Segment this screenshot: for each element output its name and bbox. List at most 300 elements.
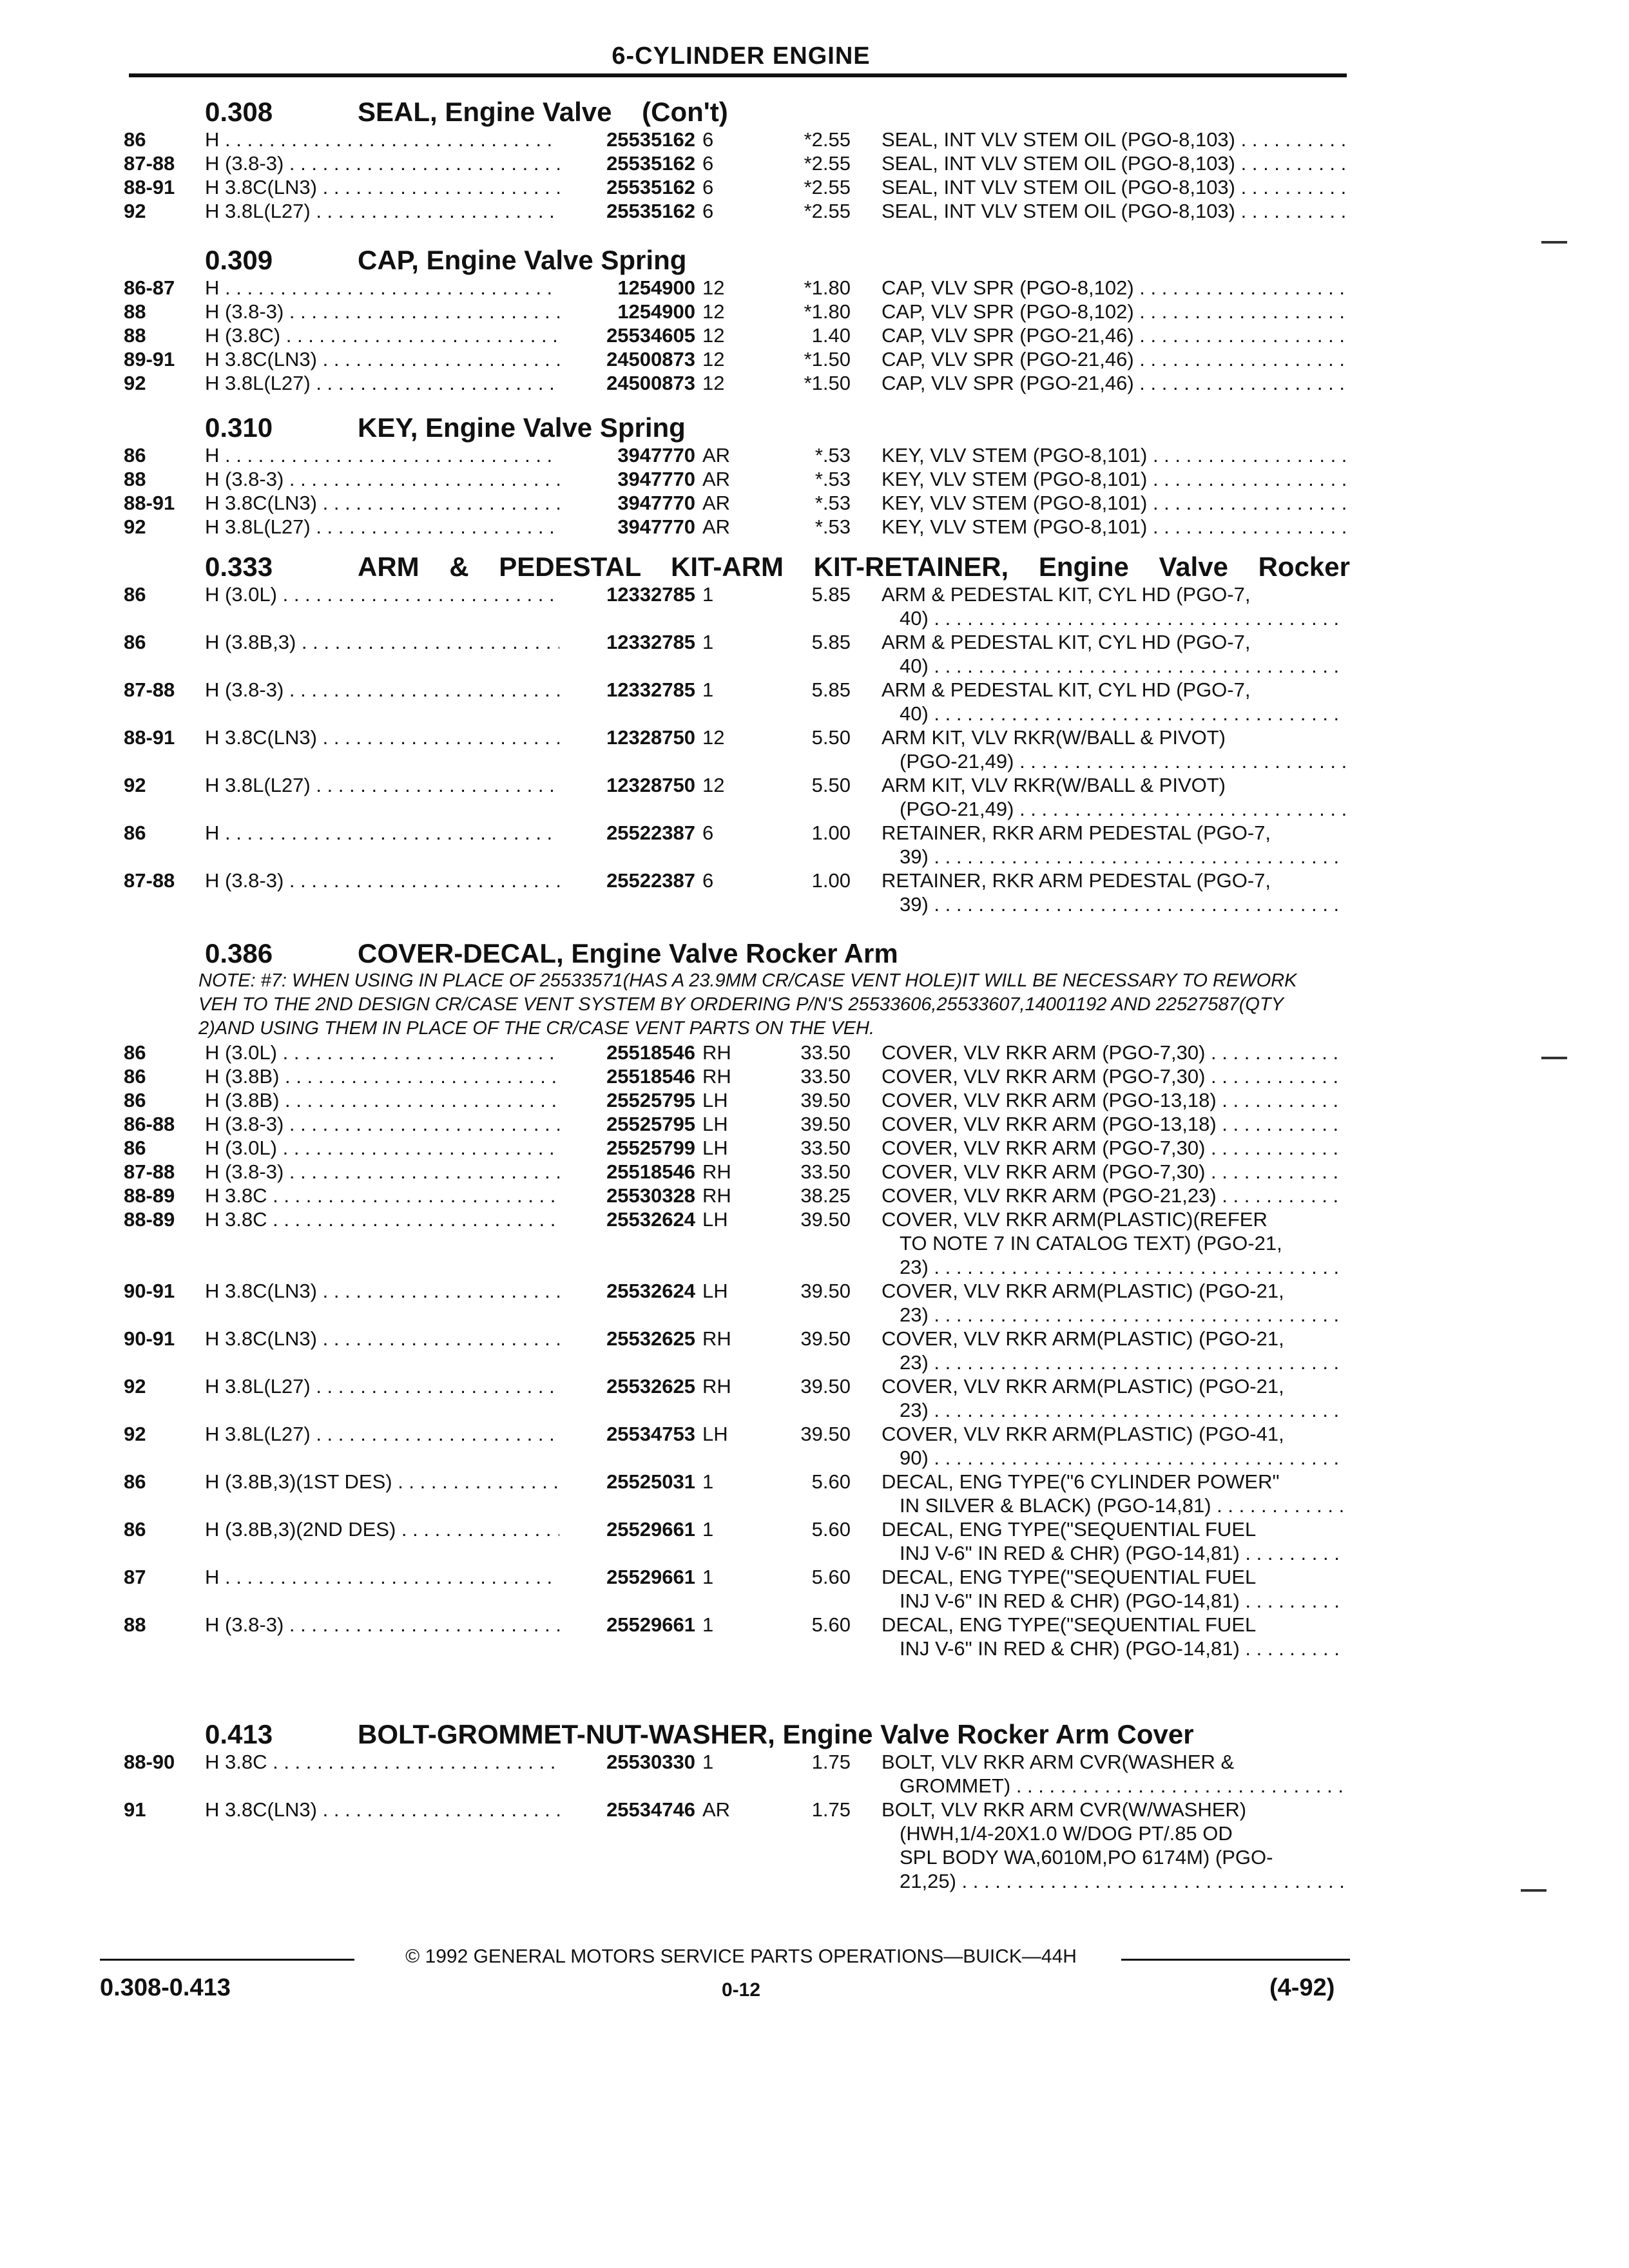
quantity: 1 xyxy=(702,631,714,653)
part-number: 25534753 xyxy=(559,1422,695,1446)
quantity: 1 xyxy=(702,1566,714,1588)
application: H (3.8-3) . . . xyxy=(205,869,559,892)
description xyxy=(882,1064,1345,1088)
part-row xyxy=(0,1565,1629,1613)
price: 1.75 xyxy=(811,1751,851,1773)
part-row xyxy=(0,1088,1629,1112)
part-row xyxy=(0,1160,1629,1184)
description-line: 39) . . . xyxy=(882,892,1345,916)
section-0-386 xyxy=(0,933,1629,1660)
quantity: AR xyxy=(702,515,731,538)
part-number: 25525795 xyxy=(559,1088,695,1112)
part-row xyxy=(0,371,1629,395)
price: *1.80 xyxy=(804,300,851,323)
part-row xyxy=(0,773,1629,821)
quantity: 1 xyxy=(702,1518,714,1541)
section-heading xyxy=(0,1714,1629,1750)
application: H 3.8L(L27) . . . xyxy=(205,773,559,797)
model-year: 87 xyxy=(124,1566,146,1588)
page-title: 6-CYLINDER ENGINE xyxy=(612,43,871,70)
quantity: 6 xyxy=(702,152,714,175)
description xyxy=(882,323,1345,347)
part-number: 25518546 xyxy=(559,1041,695,1064)
model-year: 86 xyxy=(124,444,146,466)
model-year: 91 xyxy=(124,1798,146,1821)
part-row xyxy=(0,300,1629,323)
quantity: RH xyxy=(702,1041,731,1064)
quantity: RH xyxy=(702,1065,731,1088)
quantity: AR xyxy=(702,468,731,490)
description-line: COVER, VLV RKR ARM(PLASTIC) (PGO-41, xyxy=(882,1423,1284,1445)
description-line: 90) . . . xyxy=(882,1446,1345,1470)
part-row xyxy=(0,869,1629,916)
description xyxy=(882,869,1345,916)
part-number: 12328750 xyxy=(559,726,695,749)
part-row xyxy=(0,1470,1629,1517)
description xyxy=(882,300,1345,323)
description xyxy=(882,1112,1345,1136)
model-year: 92 xyxy=(124,774,146,796)
part-number: 25522387 xyxy=(559,869,695,892)
part-row xyxy=(0,1374,1629,1422)
application: H 3.8C(LN3) . . . xyxy=(205,347,559,371)
part-number: 3947770 xyxy=(559,515,695,539)
part-row xyxy=(0,1184,1629,1207)
model-year: 86 xyxy=(124,822,146,844)
part-row xyxy=(0,1112,1629,1136)
margin-mark xyxy=(1521,1889,1547,1892)
application: H . . . xyxy=(205,128,559,151)
description xyxy=(882,443,1345,467)
part-number: 25532625 xyxy=(559,1374,695,1398)
model-year: 92 xyxy=(124,1375,146,1398)
description xyxy=(882,1750,1345,1798)
description-line: (HWH,1/4-20X1.0 W/DOG PT/.85 OD xyxy=(900,1822,1233,1845)
description-line: DECAL, ENG TYPE("6 CYLINDER POWER" xyxy=(882,1470,1280,1493)
part-number: 12328750 xyxy=(559,773,695,797)
description xyxy=(882,151,1345,175)
description-line: GROMMET) . . . xyxy=(882,1774,1345,1798)
model-year: 88-90 xyxy=(124,1751,175,1773)
description-line: 39) . . . xyxy=(882,845,1345,869)
description-line: KEY, VLV STEM (PGO-8,101) . . . xyxy=(882,515,1345,539)
description-line: 23) . . . xyxy=(882,1255,1345,1279)
model-year: 88-89 xyxy=(124,1208,175,1231)
price: 1.40 xyxy=(811,324,851,347)
description-line: ARM & PEDESTAL KIT, CYL HD (PGO-7, xyxy=(882,583,1251,606)
quantity: 12 xyxy=(702,300,725,323)
description xyxy=(882,1798,1345,1893)
price: 39.50 xyxy=(800,1113,851,1135)
model-year: 87-88 xyxy=(124,678,175,701)
application: H . . . xyxy=(205,443,559,467)
description xyxy=(882,821,1345,869)
description xyxy=(882,1374,1345,1422)
application: H 3.8C(LN3) . . . xyxy=(205,175,559,199)
part-row xyxy=(0,630,1629,678)
part-number: 25525795 xyxy=(559,1112,695,1136)
price: 5.60 xyxy=(811,1470,851,1493)
application: H 3.8C(LN3) . . . xyxy=(205,1327,559,1350)
description-line: ARM & PEDESTAL KIT, CYL HD (PGO-7, xyxy=(882,678,1251,701)
description-line: COVER, VLV RKR ARM (PGO-13,18) . . . xyxy=(882,1112,1345,1136)
header-rule xyxy=(129,73,1347,77)
application: H (3.8B) . . . xyxy=(205,1088,559,1112)
description-line: COVER, VLV RKR ARM (PGO-13,18) . . . xyxy=(882,1088,1345,1112)
part-number: 25532625 xyxy=(559,1327,695,1350)
part-row xyxy=(0,1064,1629,1088)
description xyxy=(882,371,1345,395)
application: H . . . xyxy=(205,821,559,845)
quantity: 12 xyxy=(702,276,725,299)
section-heading xyxy=(0,933,1629,969)
section-code: 0.413 xyxy=(205,1719,273,1749)
description-line: ARM KIT, VLV RKR(W/BALL & PIVOT) xyxy=(882,726,1226,749)
section-title: CAP, Engine Valve Spring xyxy=(358,245,687,275)
application: H 3.8C . . . xyxy=(205,1207,559,1231)
description xyxy=(882,1470,1345,1517)
price: 39.50 xyxy=(800,1208,851,1231)
quantity: LH xyxy=(702,1137,728,1159)
description-line: SEAL, INT VLV STEM OIL (PGO-8,103) . . . xyxy=(882,175,1345,199)
footer-copyright: © 1992 GENERAL MOTORS SERVICE PARTS OPERATIONS—BUICK—44H xyxy=(405,1946,1077,1967)
model-year: 88-91 xyxy=(124,492,175,514)
quantity: AR xyxy=(702,492,731,514)
section-title: BOLT-GROMMET-NUT-WASHER, Engine Valve Rocker Arm Cover xyxy=(358,1719,1194,1749)
part-row xyxy=(0,128,1629,151)
description-line: RETAINER, RKR ARM PEDESTAL (PGO-7, xyxy=(882,869,1271,892)
description-line: ARM KIT, VLV RKR(W/BALL & PIVOT) xyxy=(882,774,1226,796)
description-line: CAP, VLV SPR (PGO-8,102) . . . xyxy=(882,276,1345,300)
part-number: 3947770 xyxy=(559,443,695,467)
quantity: RH xyxy=(702,1327,731,1350)
part-row xyxy=(0,1207,1629,1279)
part-row xyxy=(0,1517,1629,1565)
price: 5.50 xyxy=(811,774,851,796)
section-0-308 xyxy=(0,91,1629,223)
footer-range: 0.308-0.413 xyxy=(100,1974,231,2001)
model-year: 88 xyxy=(124,468,146,490)
application: H 3.8C(LN3) . . . xyxy=(205,726,559,749)
model-year: 86 xyxy=(124,128,146,151)
application: H (3.8-3) . . . xyxy=(205,467,559,491)
application: H (3.8B,3) . . . xyxy=(205,630,559,654)
description-line: CAP, VLV SPR (PGO-21,46) . . . xyxy=(882,347,1345,371)
description xyxy=(882,1136,1345,1160)
part-number: 25532624 xyxy=(559,1207,695,1231)
price: 33.50 xyxy=(800,1041,851,1064)
price: *1.50 xyxy=(804,348,851,370)
part-number: 25534746 xyxy=(559,1798,695,1821)
application: H 3.8C(LN3) . . . xyxy=(205,1279,559,1303)
model-year: 86-88 xyxy=(124,1113,175,1135)
part-number: 25529661 xyxy=(559,1613,695,1637)
part-number: 25532624 xyxy=(559,1279,695,1303)
description xyxy=(882,630,1345,678)
description-line: COVER, VLV RKR ARM (PGO-7,30) . . . xyxy=(882,1136,1345,1160)
section-code: 0.309 xyxy=(205,245,273,275)
footer-rule-right xyxy=(1121,1959,1350,1961)
part-number: 24500873 xyxy=(559,347,695,371)
application: H . . . xyxy=(205,276,559,300)
part-row xyxy=(0,151,1629,175)
section-0-413 xyxy=(0,1714,1629,1893)
model-year: 86 xyxy=(124,1089,146,1111)
part-number: 1254900 xyxy=(559,276,695,300)
application: H 3.8L(L27) . . . xyxy=(205,371,559,395)
section-code: 0.386 xyxy=(205,938,273,968)
part-number: 25529661 xyxy=(559,1517,695,1541)
model-year: 88-91 xyxy=(124,726,175,749)
description xyxy=(882,1422,1345,1470)
description-line: 23) . . . xyxy=(882,1303,1345,1327)
description-line: CAP, VLV SPR (PGO-8,102) . . . xyxy=(882,300,1345,323)
part-row xyxy=(0,323,1629,347)
quantity: 1 xyxy=(702,583,714,606)
price: 1.00 xyxy=(811,822,851,844)
price: 1.00 xyxy=(811,869,851,892)
description-line: COVER, VLV RKR ARM(PLASTIC) (PGO-21, xyxy=(882,1327,1284,1350)
quantity: 1 xyxy=(702,1613,714,1636)
application: H (3.8B,3)(1ST DES) . . . xyxy=(205,1470,559,1494)
part-number: 25535162 xyxy=(559,128,695,151)
part-row xyxy=(0,1750,1629,1798)
price: 39.50 xyxy=(800,1280,851,1302)
description xyxy=(882,347,1345,371)
description-line: COVER, VLV RKR ARM (PGO-7,30) . . . xyxy=(882,1064,1345,1088)
part-row xyxy=(0,821,1629,869)
application: H 3.8C . . . xyxy=(205,1750,559,1774)
description-line: CAP, VLV SPR (PGO-21,46) . . . xyxy=(882,371,1345,395)
part-row xyxy=(0,1041,1629,1064)
description xyxy=(882,1565,1345,1613)
price: 39.50 xyxy=(800,1327,851,1350)
part-row xyxy=(0,1422,1629,1470)
footer-page-number: 0-12 xyxy=(721,1979,761,2001)
description-line: (PGO-21,49) . . . xyxy=(882,797,1345,821)
application: H 3.8L(L27) . . . xyxy=(205,199,559,223)
application: H 3.8C(LN3) . . . xyxy=(205,491,559,515)
section-heading xyxy=(0,240,1629,276)
price: *1.80 xyxy=(804,276,851,299)
quantity: RH xyxy=(702,1375,731,1398)
part-number: 12332785 xyxy=(559,582,695,606)
application: H (3.8C) . . . xyxy=(205,323,559,347)
part-number: 3947770 xyxy=(559,467,695,491)
application: H 3.8L(L27) . . . xyxy=(205,1374,559,1398)
section-title: SEAL, Engine Valve (Con't) xyxy=(358,97,728,127)
application: H . . . xyxy=(205,1565,559,1589)
description xyxy=(882,1184,1345,1207)
description-line: 21,25) . . . xyxy=(882,1869,1345,1893)
description-line: ARM & PEDESTAL KIT, CYL HD (PGO-7, xyxy=(882,631,1251,653)
description-line: COVER, VLV RKR ARM (PGO-21,23) . . . xyxy=(882,1184,1345,1207)
section-title: ARM & PEDESTAL KIT-ARM KIT-RETAINER, Engine Valve Rocker xyxy=(358,552,1350,582)
description-line: SPL BODY WA,6010M,PO 6174M) (PGO- xyxy=(900,1846,1273,1869)
description-line: TO NOTE 7 IN CATALOG TEXT) (PGO-21, xyxy=(900,1232,1282,1254)
part-row xyxy=(0,1327,1629,1374)
quantity: AR xyxy=(702,1798,731,1821)
part-number: 25530328 xyxy=(559,1184,695,1207)
price: 5.60 xyxy=(811,1518,851,1541)
model-year: 87-88 xyxy=(124,1160,175,1183)
quantity: LH xyxy=(702,1089,728,1111)
description xyxy=(882,491,1345,515)
description-line: INJ V-6" IN RED & CHR) (PGO-14,81) . . . xyxy=(882,1589,1345,1613)
margin-mark xyxy=(1541,1057,1567,1059)
part-row xyxy=(0,443,1629,467)
quantity: 6 xyxy=(702,822,714,844)
part-number: 1254900 xyxy=(559,300,695,323)
section-heading xyxy=(0,407,1629,443)
model-year: 86 xyxy=(124,1470,146,1493)
quantity: 6 xyxy=(702,869,714,892)
model-year: 88 xyxy=(124,1613,146,1636)
model-year: 88 xyxy=(124,300,146,323)
description-line: 40) . . . xyxy=(882,606,1345,630)
price: *2.55 xyxy=(804,152,851,175)
description xyxy=(882,515,1345,539)
model-year: 92 xyxy=(124,200,146,222)
section-code: 0.333 xyxy=(205,552,273,582)
section-title: KEY, Engine Valve Spring xyxy=(358,412,686,443)
description xyxy=(882,773,1345,821)
quantity: 12 xyxy=(702,774,725,796)
section-note: NOTE: #7: WHEN USING IN PLACE OF 25533571(HAS A 23.9MM CR/CASE VENT HOLE)IT WILL BE NECESSARY TO REWORK VEH TO THE 2ND DESIGN CR/CASE VENT SYSTEM BY ORDERING P/N'S 25533606,25533607,14001192 AND 22527587(QTY 2)AND USING THEM IN PLACE OF THE CR/CASE VENT PARTS ON THE VEH. xyxy=(198,970,1297,1039)
part-number: 25535162 xyxy=(559,151,695,175)
section-heading xyxy=(0,546,1629,582)
quantity: LH xyxy=(702,1113,728,1135)
model-year: 86 xyxy=(124,1137,146,1159)
description-line: 40) . . . xyxy=(882,654,1345,678)
description-line: (PGO-21,49) . . . xyxy=(882,749,1345,773)
description xyxy=(882,1088,1345,1112)
part-number: 25530330 xyxy=(559,1750,695,1774)
description-line: DECAL, ENG TYPE("SEQUENTIAL FUEL xyxy=(882,1613,1257,1636)
price: 39.50 xyxy=(800,1423,851,1445)
quantity: LH xyxy=(702,1423,728,1445)
model-year: 88-89 xyxy=(124,1184,175,1207)
description-line: DECAL, ENG TYPE("SEQUENTIAL FUEL xyxy=(882,1566,1257,1588)
section-0-333 xyxy=(0,546,1629,916)
description xyxy=(882,276,1345,300)
quantity: 12 xyxy=(702,726,725,749)
price: 5.85 xyxy=(811,678,851,701)
description-line: COVER, VLV RKR ARM(PLASTIC) (PGO-21, xyxy=(882,1375,1284,1398)
quantity: RH xyxy=(702,1184,731,1207)
part-number: 25534605 xyxy=(559,323,695,347)
price: *.53 xyxy=(815,444,851,466)
price: 1.75 xyxy=(811,1798,851,1821)
application: H 3.8L(L27) . . . xyxy=(205,1422,559,1446)
price: 33.50 xyxy=(800,1160,851,1183)
application: H (3.8B) . . . xyxy=(205,1064,559,1088)
part-number: 25522387 xyxy=(559,821,695,845)
part-row xyxy=(0,582,1629,630)
application: H (3.8-3) . . . xyxy=(205,151,559,175)
part-number: 25529661 xyxy=(559,1565,695,1589)
description-line: COVER, VLV RKR ARM(PLASTIC) (PGO-21, xyxy=(882,1280,1284,1302)
quantity: 6 xyxy=(702,128,714,151)
part-row xyxy=(0,347,1629,371)
application: H (3.0L) . . . xyxy=(205,1136,559,1160)
description-line: BOLT, VLV RKR ARM CVR(W/WASHER) xyxy=(882,1798,1247,1821)
part-number: 25518546 xyxy=(559,1160,695,1184)
application: H (3.8-3) . . . xyxy=(205,300,559,323)
application: H (3.8-3) . . . xyxy=(205,678,559,702)
model-year: 92 xyxy=(124,372,146,394)
section-0-310 xyxy=(0,407,1629,539)
quantity: 6 xyxy=(702,176,714,198)
description-line: COVER, VLV RKR ARM (PGO-7,30) . . . xyxy=(882,1041,1345,1064)
price: *2.55 xyxy=(804,128,851,151)
model-year: 92 xyxy=(124,1423,146,1445)
price: *2.55 xyxy=(804,176,851,198)
description-line: SEAL, INT VLV STEM OIL (PGO-8,103) . . . xyxy=(882,199,1345,223)
description xyxy=(882,128,1345,151)
price: 39.50 xyxy=(800,1375,851,1398)
model-year: 90-91 xyxy=(124,1327,175,1350)
description-line: INJ V-6" IN RED & CHR) (PGO-14,81) . . . xyxy=(882,1637,1345,1660)
part-row xyxy=(0,1136,1629,1160)
model-year: 86-87 xyxy=(124,276,175,299)
footer-date: (4-92) xyxy=(1269,1974,1335,2001)
quantity: LH xyxy=(702,1208,728,1231)
description-line: KEY, VLV STEM (PGO-8,101) . . . xyxy=(882,491,1345,515)
part-row xyxy=(0,276,1629,300)
part-row xyxy=(0,175,1629,199)
application: H (3.8B,3)(2ND DES) . . . xyxy=(205,1517,559,1541)
quantity: 12 xyxy=(702,372,725,394)
quantity: AR xyxy=(702,444,731,466)
part-number: 25518546 xyxy=(559,1064,695,1088)
description-line: INJ V-6" IN RED & CHR) (PGO-14,81) . . . xyxy=(882,1541,1345,1565)
application: H 3.8C . . . xyxy=(205,1184,559,1207)
section-code: 0.310 xyxy=(205,412,273,443)
model-year: 89-91 xyxy=(124,348,175,370)
description xyxy=(882,1327,1345,1374)
model-year: 86 xyxy=(124,1065,146,1088)
part-row xyxy=(0,1613,1629,1660)
application: H (3.8-3) . . . xyxy=(205,1613,559,1637)
section-title: COVER-DECAL, Engine Valve Rocker Arm xyxy=(358,938,898,968)
price: *2.55 xyxy=(804,200,851,222)
description-line: 40) . . . xyxy=(882,702,1345,726)
description-line: COVER, VLV RKR ARM (PGO-7,30) . . . xyxy=(882,1160,1345,1184)
description-line: COVER, VLV RKR ARM(PLASTIC)(REFER xyxy=(882,1208,1268,1231)
description-line: CAP, VLV SPR (PGO-21,46) . . . xyxy=(882,323,1345,347)
part-row xyxy=(0,678,1629,726)
quantity: 1 xyxy=(702,1470,714,1493)
application: H (3.8-3) . . . xyxy=(205,1160,559,1184)
description-line: BOLT, VLV RKR ARM CVR(WASHER & xyxy=(882,1751,1235,1773)
description xyxy=(882,1613,1345,1660)
description xyxy=(882,678,1345,726)
section-0-309 xyxy=(0,240,1629,395)
part-number: 25535162 xyxy=(559,199,695,223)
description xyxy=(882,582,1345,630)
price: *.53 xyxy=(815,515,851,538)
description-line: SEAL, INT VLV STEM OIL (PGO-8,103) . . . xyxy=(882,151,1345,175)
part-row xyxy=(0,199,1629,223)
model-year: 87-88 xyxy=(124,152,175,175)
description xyxy=(882,175,1345,199)
description xyxy=(882,1517,1345,1565)
part-row xyxy=(0,491,1629,515)
quantity: 1 xyxy=(702,678,714,701)
description-line: DECAL, ENG TYPE("SEQUENTIAL FUEL xyxy=(882,1518,1257,1541)
part-number: 25535162 xyxy=(559,175,695,199)
